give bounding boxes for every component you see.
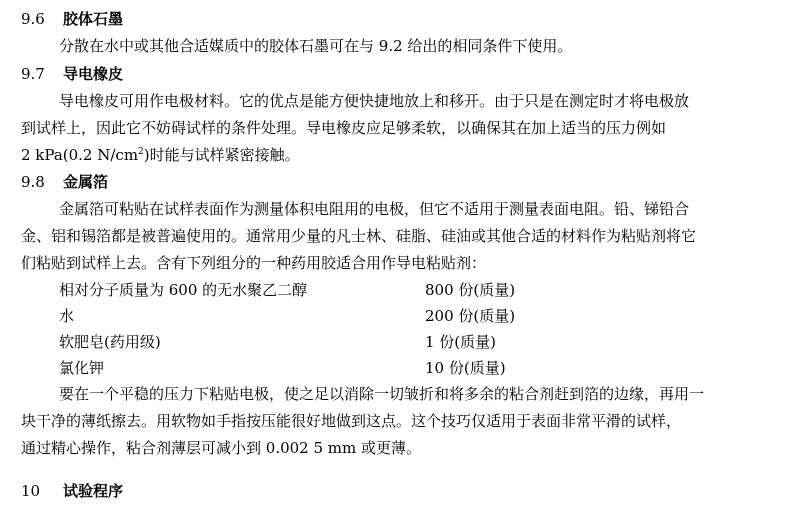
paragraph-line: 金、铝和锡箔都是被普遍使用的。通常用少量的凡士林、硅脂、硅油或其他合适的材料作为粘贴剂将它 bbox=[21, 227, 697, 245]
component-name: 相对分子质量为 600 的无水聚乙二醇 bbox=[59, 281, 308, 299]
section-title: 胶体石墨 bbox=[63, 10, 124, 28]
paragraph-line: 块干净的薄纸擦去。用软物如手指按压能很好地做到这点。这个技巧仅适用于表面非常平滑的试样， bbox=[21, 412, 682, 430]
paragraph-line: 导电橡皮可用作电极材料。它的优点是能方便快捷地放上和移开。由于只是在测定时才将电极放 bbox=[59, 92, 690, 110]
paragraph-line: 金属箔可粘贴在试样表面作为测量体积电阻用的电极，但它不适用于测量表面电阻。铅、锑铅合 bbox=[59, 200, 690, 218]
component-name: 氯化钾 bbox=[59, 359, 105, 377]
component-amount: 200 份(质量) bbox=[425, 307, 516, 325]
section-title: 试验程序 bbox=[63, 482, 124, 500]
paragraph-line: 分散在水中或其他合适媒质中的胶体石墨可在与 9.2 给出的相同条件下使用。 bbox=[59, 37, 573, 55]
section-heading-10 bbox=[21, 481, 123, 501]
section-number: 9.6 bbox=[21, 10, 45, 28]
pressure-value: 2 kPa(0.2 N/cm bbox=[21, 146, 139, 164]
paragraph-line bbox=[21, 145, 789, 165]
section-heading-9-8 bbox=[21, 172, 108, 192]
paragraph-line: 通过精心操作，粘合剂薄层可减小到 0.002 5 mm 或更薄。 bbox=[21, 439, 422, 457]
section-number: 9.7 bbox=[21, 65, 45, 83]
section-heading-9-6 bbox=[21, 9, 123, 29]
paragraph-line: 要在一个平稳的压力下粘贴电极，使之足以消除一切皱折和将多余的粘合剂赶到箔的边缘，再用一 bbox=[59, 385, 705, 403]
paragraph-line: 到试样上，因此它不妨碍试样的条件处理。导电橡皮应足够柔软，以确保其在加上适当的压力例如 bbox=[21, 119, 667, 137]
paragraph-line: 们粘贴到试样上去。含有下列组分的一种药用胶适合用作导电粘贴剂： bbox=[21, 254, 487, 272]
section-heading-9-7 bbox=[21, 64, 123, 84]
section-number: 10 bbox=[21, 482, 41, 500]
component-amount: 800 份(质量) bbox=[425, 281, 516, 299]
paragraph-text: )时能与试样紧密接触。 bbox=[143, 146, 300, 164]
recipe-row bbox=[59, 358, 506, 378]
recipe-row bbox=[59, 280, 515, 300]
recipe-row bbox=[59, 306, 515, 326]
superscript: 2 bbox=[138, 147, 144, 157]
component-name: 水 bbox=[59, 307, 75, 325]
component-amount: 10 份(质量) bbox=[425, 359, 506, 377]
component-name: 软肥皂(药用级) bbox=[59, 333, 161, 351]
recipe-row bbox=[59, 332, 496, 352]
section-title: 导电橡皮 bbox=[63, 65, 124, 83]
section-title: 金属箔 bbox=[63, 173, 109, 191]
component-amount: 1 份(质量) bbox=[425, 333, 497, 351]
section-number: 9.8 bbox=[21, 173, 45, 191]
